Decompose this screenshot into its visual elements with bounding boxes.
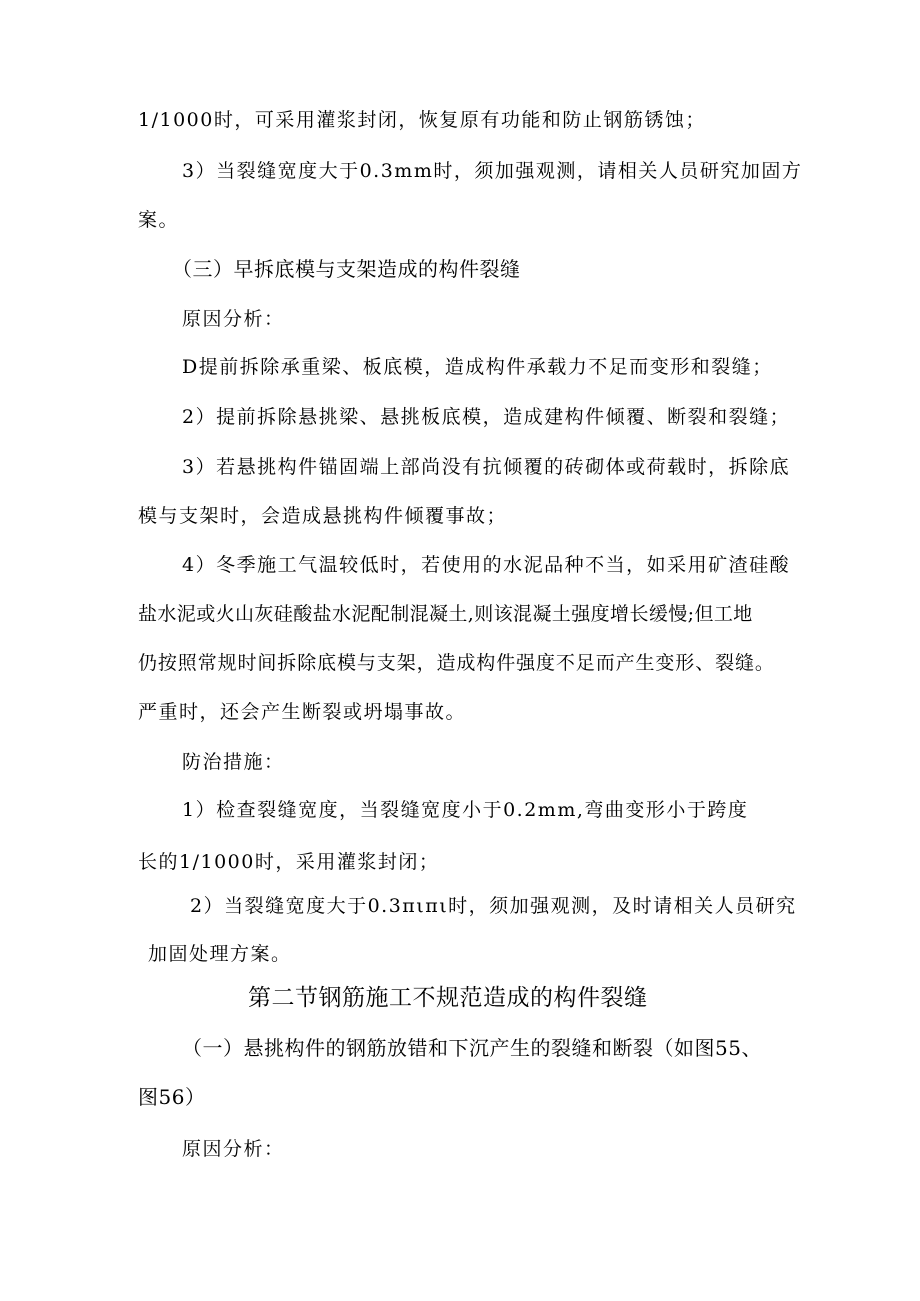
text-line-2: 3）当裂缝宽度大于0.3mm时，须加强观测，请相关人员研究加固方 xyxy=(182,160,803,182)
label-prevention-measures: 防治措施： xyxy=(182,751,285,773)
text-line-6: D提前拆除承重梁、板底模，造成构件承载力不足而变形和裂缝； xyxy=(182,356,773,378)
text-line-11: 盐水泥或火山灰硅酸盐水泥配制混凝土,则该混凝土强度增长缓慢;但工地 xyxy=(138,603,753,625)
label-cause-analysis-2: 原因分析： xyxy=(182,1138,285,1160)
text-line-13: 严重时，还会产生断裂或坍塌事故。 xyxy=(138,701,467,723)
text-line-figure-ref: 图56） xyxy=(138,1085,206,1109)
section-title-chapter-two: 第二节钢筋施工不规范造成的构件裂缝 xyxy=(248,985,648,1011)
subheading-early-formwork-removal: （三）早拆底模与支架造成的构件裂缝 xyxy=(172,257,521,281)
text-line-17: 2）当裂缝宽度大于0.3πιπι时，须加强观测，及时请相关人员研究 xyxy=(190,895,797,917)
subheading-cantilever-rebar: （一）悬挑构件的钢筋放错和下沉产生的裂缝和断裂（如图55、 xyxy=(182,1036,762,1060)
text-line-12: 仍按照常规时间拆除底模与支架，造成构件强度不足而产生变形、裂缝。 xyxy=(138,652,775,674)
text-line-16: 长的1/1000时，采用灌浆封闭； xyxy=(138,851,440,873)
text-line-9: 模与支架时，会造成悬挑构件倾覆事故； xyxy=(138,505,508,527)
text-line-1: 1/1000时，可采用灌浆封闭，恢复原有功能和防止钢筋锈蚀； xyxy=(138,109,706,131)
text-line-7: 2）提前拆除悬挑梁、悬挑板底模，造成建构件倾覆、断裂和裂缝； xyxy=(182,406,791,428)
text-line-8: 3）若悬挑构件锚固端上部尚没有抗倾覆的砖砌体或荷载时，拆除底 xyxy=(182,456,791,478)
text-line-3: 案。 xyxy=(138,209,180,231)
text-line-15: 1）检查裂缝宽度，当裂缝宽度小于0.2mm,弯曲变形小于跨度 xyxy=(182,799,749,821)
text-line-18: 加固处理方案。 xyxy=(148,943,292,965)
text-line-10: 4）冬季施工气温较低时，若使用的水泥品种不当，如采用矿渣硅酸 xyxy=(182,554,791,576)
label-cause-analysis: 原因分析： xyxy=(182,308,285,330)
